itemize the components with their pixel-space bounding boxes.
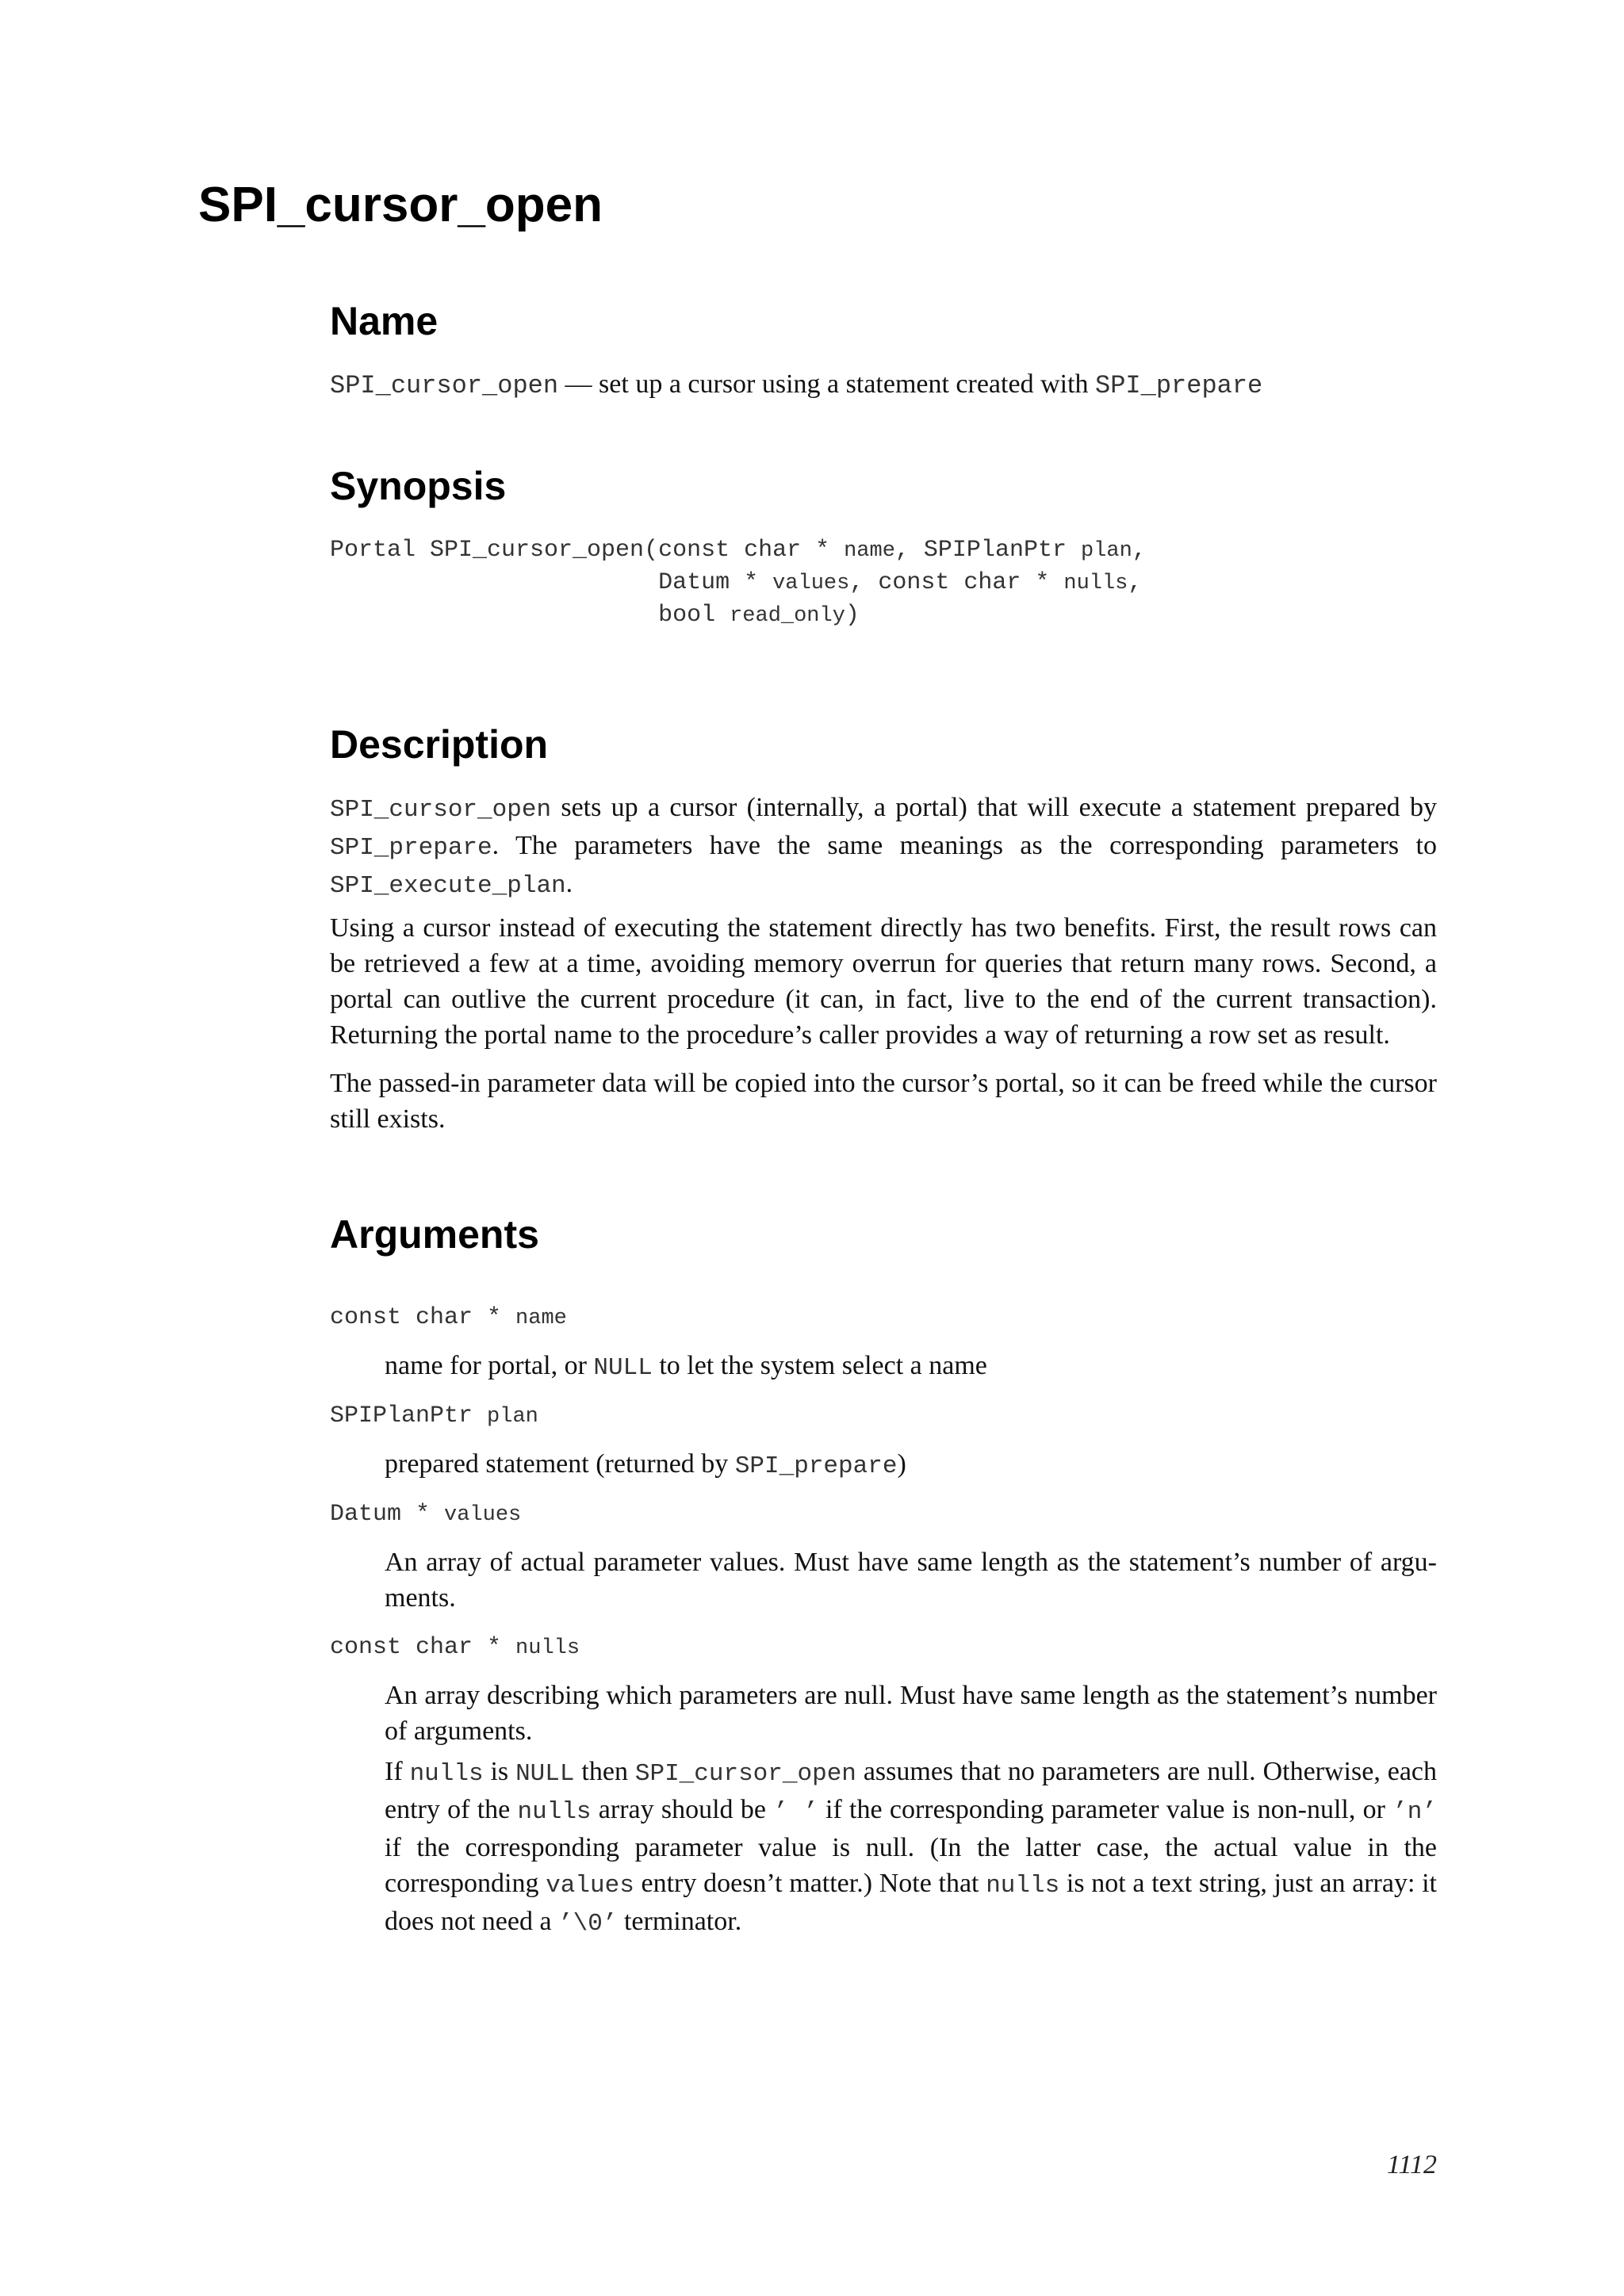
- argument-term-plan: [330, 1400, 538, 1433]
- synopsis-param: nulls: [1063, 572, 1128, 595]
- code-ref: SPI_cursor_open: [330, 796, 552, 824]
- argument-term-nulls: [330, 1632, 580, 1664]
- desc-text: prepared statement (returned by: [385, 1449, 735, 1479]
- desc-text: if the corresponding parameter value is non-null, or: [818, 1795, 1393, 1824]
- synopsis-text: Datum *: [658, 569, 773, 596]
- desc-text: array should be: [591, 1795, 774, 1824]
- description-paragraph-2: Using a cursor instead of executing the statement directly has two benefits. First, the result rows can be retrieved a few at a time, avoiding memory overrun for queries that return many rows. Second, a portal can outlive the current procedure (it can, in fact, live to the end of the current transaction). Returning the portal name to the procedure’s caller provides a way of returning a row set as result.: [330, 913, 1437, 1050]
- synopsis-param: name: [844, 539, 895, 563]
- synopsis-text: , SPIPlanPtr: [894, 537, 1081, 564]
- desc-text: If: [385, 1757, 410, 1786]
- code-ref: nulls: [517, 1798, 592, 1826]
- synopsis-text: , const char *: [849, 569, 1064, 596]
- name-line: [330, 366, 1262, 404]
- synopsis-text: Portal SPI_cursor_open(const char *: [330, 537, 845, 564]
- page-title: SPI_cursor_open: [198, 178, 603, 232]
- term-type: const char *: [330, 1634, 516, 1661]
- code-ref: ’\0’: [558, 1910, 618, 1938]
- term-type: const char *: [330, 1304, 516, 1331]
- desc-text: terminator.: [617, 1907, 742, 1936]
- code-ref: nulls: [409, 1760, 484, 1788]
- desc-text: ): [897, 1449, 906, 1479]
- synopsis-param: values: [772, 572, 850, 595]
- code-ref: SPI_prepare: [734, 1452, 898, 1480]
- code-ref: NULL: [593, 1354, 653, 1382]
- synopsis-code: [330, 534, 1147, 632]
- desc-text: assumes that no parameters are null. Otherwise, each entry of the: [385, 1757, 1437, 1824]
- argument-desc-values: An array of actual parameter values. Must have same length as the statement’s number of argu- ments.: [385, 1548, 1437, 1613]
- synopsis-indent: [330, 569, 658, 596]
- name-description: — set up a cursor using a statement created with: [558, 369, 1096, 399]
- function-name: SPI_cursor_open: [330, 371, 559, 400]
- argument-desc-name: [385, 1348, 1437, 1386]
- page-number: 1112: [1387, 2150, 1437, 2179]
- desc-text: then: [574, 1757, 635, 1786]
- description-paragraph-3: The passed-in parameter data will be copied into the cursor’s portal, so it can be freed while the cursor still exists.: [330, 1069, 1437, 1134]
- synopsis-indent: [330, 602, 658, 629]
- synopsis-param: read_only: [730, 604, 845, 628]
- code-ref: values: [546, 1872, 634, 1900]
- synopsis-text: bool: [658, 602, 730, 629]
- term-param: name: [515, 1307, 567, 1330]
- code-ref: ’ ’: [773, 1798, 818, 1826]
- code-ref: SPI_execute_plan: [330, 872, 566, 900]
- code-ref: nulls: [986, 1872, 1060, 1900]
- synopsis-param: plan: [1080, 539, 1132, 563]
- code-ref: SPI_prepare: [330, 834, 492, 862]
- argument-term-name: [330, 1302, 567, 1334]
- synopsis-text: ,: [1132, 537, 1147, 564]
- arguments-heading: Arguments: [330, 1212, 539, 1257]
- desc-text: is not a text string, just an array: it does not need a: [385, 1869, 1437, 1936]
- argument-desc-nulls-1: An array describing which parameters are null. Must have same length as the statement’s number of arguments.: [385, 1681, 1437, 1746]
- desc-text: is: [483, 1757, 516, 1786]
- code-ref: ’n’: [1392, 1798, 1437, 1826]
- term-type: SPIPlanPtr: [330, 1402, 488, 1429]
- paragraph-text: sets up a cursor (internally, a portal) that will execute a statement prepared by: [551, 793, 1437, 822]
- synopsis-heading: Synopsis: [330, 464, 507, 508]
- term-param: values: [444, 1503, 522, 1527]
- paragraph-text: . The parameters have the same meanings as the corresponding parameters to: [492, 831, 1437, 860]
- synopsis-text: ): [845, 602, 860, 629]
- desc-text: if the corresponding parameter value is null. (In the latter case, the actual value in the corresponding: [385, 1833, 1437, 1898]
- argument-term-values: [330, 1498, 521, 1531]
- code-ref: NULL: [515, 1760, 575, 1788]
- term-type: Datum *: [330, 1501, 445, 1528]
- term-param: plan: [487, 1405, 538, 1429]
- prepare-reference: SPI_prepare: [1095, 371, 1263, 400]
- argument-desc-nulls-2: [385, 1754, 1437, 1942]
- name-heading: Name: [330, 299, 439, 343]
- desc-text: entry doesn’t matter.) Note that: [634, 1869, 986, 1898]
- desc-text: to let the system select a name: [652, 1351, 987, 1380]
- desc-text: name for portal, or: [385, 1351, 594, 1380]
- description-paragraph-1: [330, 790, 1437, 904]
- argument-desc-plan: [385, 1446, 1437, 1484]
- description-heading: Description: [330, 722, 549, 767]
- term-param: nulls: [515, 1636, 580, 1660]
- paragraph-text: .: [565, 869, 573, 898]
- synopsis-text: ,: [1128, 569, 1143, 596]
- code-ref: SPI_cursor_open: [634, 1760, 856, 1788]
